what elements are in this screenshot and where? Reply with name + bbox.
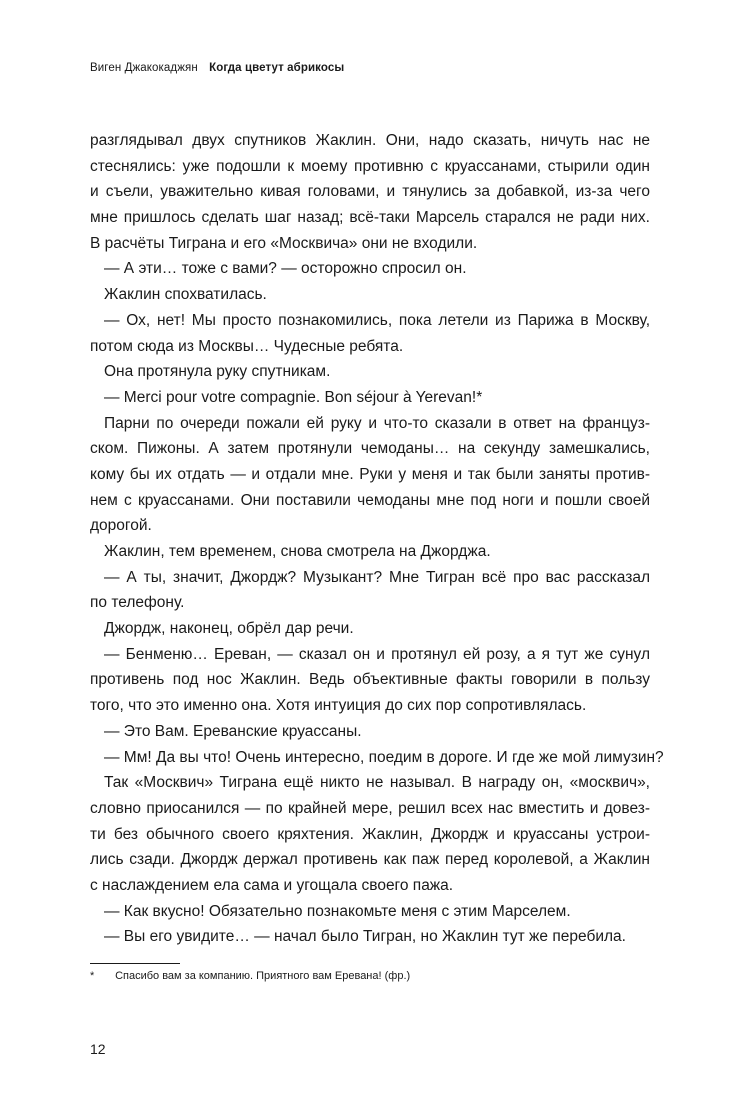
- text-line: В расчёты Тиграна и его «Москвича» они не входили.: [90, 234, 478, 252]
- text-line: лись сзади. Джордж держал противень как паж перед королевой, а Жаклин: [90, 851, 650, 869]
- text-line: потом сюда из Москвы… Чудесные ребята.: [90, 337, 404, 355]
- text-line: — Ох, нет! Мы просто познакомились, пока летели из Парижа в Москву,: [104, 311, 650, 329]
- text-line: ти без обычного своего кряхтения. Жаклин, Джордж и круассаны устрои-: [90, 825, 650, 843]
- text-line: Джордж, наконец, обрёл дар речи.: [104, 620, 354, 638]
- text-line: — Как вкусно! Обязательно познакомьте меня с этим Марселем.: [104, 902, 571, 920]
- running-head: [90, 62, 344, 74]
- text-line: противень под нос Жаклин. Ведь объективные факты говорили в пользу: [90, 671, 650, 689]
- text-line: разглядывал двух спутников Жаклин. Они, надо сказать, ничуть нас не: [90, 132, 650, 149]
- text-line: — А эти… тоже с вами? — осторожно спросил он.: [104, 260, 467, 278]
- text-line: мне пришлось сделать шаг назад; всё-таки Марсель старался не ради них.: [90, 209, 650, 227]
- footnote-divider: [90, 963, 180, 964]
- page-number: 12: [90, 1041, 106, 1057]
- text-line: словно приосанился — по крайней мере, решил всех нас вместить и довез-: [90, 799, 650, 817]
- text-line: Жаклин, тем временем, снова смотрела на Джорджа.: [104, 543, 491, 560]
- text-line: Так «Москвич» Тиграна ещё никто не называл. В награду он, «москвич»,: [104, 774, 650, 792]
- text-line: нем с круассанами. Они поставили чемоданы мне под ноги и пошли своей: [90, 491, 650, 509]
- text-line: — А ты, значит, Джордж? Музыкант? Мне Тигран всё про вас рассказал: [104, 568, 650, 586]
- text-line: кому бы их отдать — и отдали мне. Руки у меня и так были заняты против-: [90, 465, 650, 483]
- text-line: Она протянула руку спутникам.: [104, 363, 331, 381]
- text-line: ском. Пижоны. А затем протянули чемоданы… на секунду замешкались,: [90, 440, 650, 458]
- footnote-text: Спасибо вам за компанию. Приятного вам Еревана! (фр.): [115, 970, 411, 982]
- footnote-marker: *: [90, 970, 95, 982]
- author-name: Виген Джакокаджян: [90, 62, 198, 74]
- text-line: — Бенменю… Ереван, — сказал он и протянул ей розу, а я тут же сунул: [104, 645, 650, 663]
- footnote: [90, 968, 410, 984]
- book-title: Когда цветут абрикосы: [209, 62, 345, 74]
- text-line: — Мм! Да вы что! Очень интересно, поедим в дороге. И где же мой лимузин?: [104, 748, 664, 766]
- text-line: — Это Вам. Ереванские круассаны.: [104, 722, 362, 740]
- text-line: дорогой.: [90, 517, 152, 535]
- text-line: Жаклин спохватилась.: [104, 286, 267, 304]
- text-line: стеснялись: уже подошли к моему противню с круассанами, стырили один: [90, 157, 650, 175]
- text-line: Парни по очереди пожали ей руку и что-то сказали в ответ на француз-: [104, 414, 650, 432]
- text-line: — Вы его увидите… — начал было Тигран, но Жаклин тут же перебила.: [104, 928, 626, 946]
- text-line: и съели, уважительно кивая головами, и тянулись за добавкой, из-за чего: [90, 183, 650, 201]
- text-line: — Merci pour votre compagnie. Bon séjour à Yerevan!*: [104, 388, 483, 406]
- text-line: того, что это именно она. Хотя интуиция до сих пор сопротивлялась.: [90, 697, 587, 715]
- text-line: с наслаждением ела сама и угощала своего пажа.: [90, 876, 454, 894]
- text-line: по телефону.: [90, 594, 185, 612]
- body-text: [90, 128, 664, 950]
